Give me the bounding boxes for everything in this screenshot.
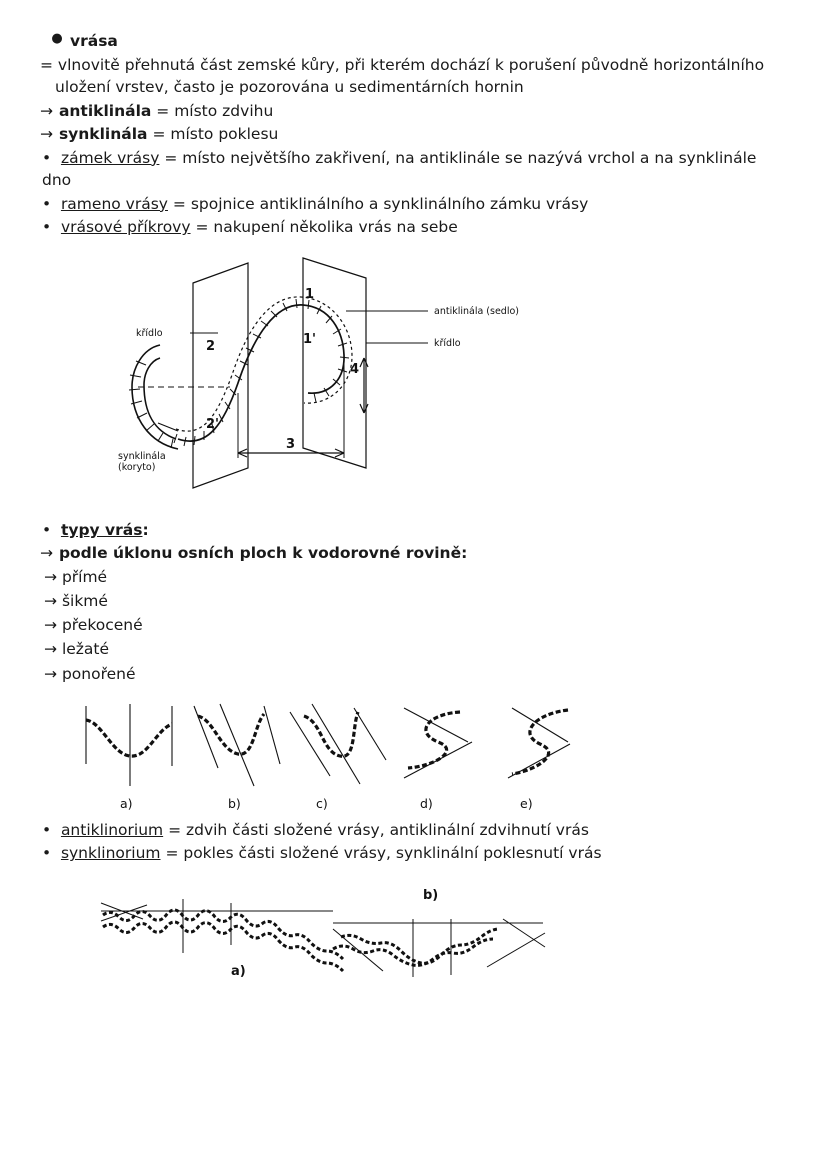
type-label-2: šikmé [61, 591, 108, 610]
label-number-4: 4 [350, 361, 360, 377]
point-antiklinorium [42, 819, 783, 841]
type-fig-label-c: c) [316, 795, 328, 811]
arrow-icon: → [40, 544, 53, 563]
desc-synklinorium: = pokles části složené vrásy, synklinální poklesnutí vrás [160, 844, 602, 863]
types-heading-term: typy vrás [60, 520, 143, 539]
bullet-icon: • [42, 820, 52, 839]
type-fig-label-a: a) [120, 795, 133, 811]
definition-paragraph [40, 54, 783, 99]
spacer [38, 508, 783, 518]
definition-line-2: uložení vrstev, často je pozorována u sedimentárních hornin [55, 78, 524, 97]
point-rameno-vrasy [42, 193, 783, 215]
label-antiklinala: antiklinála (sedlo) [434, 305, 519, 317]
definition-line-1: = vlnovitě přehnutá část zemské kůry, při kterém dochází k porušení původně horizontálního [40, 56, 765, 74]
bullet-icon: ● [51, 31, 63, 46]
types-heading [42, 519, 783, 541]
desc-zamek-vrasy: = místo největšího zakřivení, na antiklinále se nazývá vrchol a na synklinále dno [42, 148, 757, 190]
desc-rameno-vrasy: = spojnice antiklinálního a synklinálního zámku vrásy [167, 194, 589, 213]
desc-antiklinorium: = zdvih části složené vrásy, antiklinální zdvihnutí vrás [163, 820, 589, 839]
desc-vrasove-prikrovy: = nakupení několika vrás na sebe [190, 218, 458, 237]
type-label-3: překocené [61, 616, 143, 635]
term-antiklinala: antiklinála [58, 101, 152, 120]
figure-noria [83, 875, 783, 990]
label-number-1: 1 [305, 286, 315, 302]
type-item-1 [44, 566, 783, 589]
term-synklinorium: synklinorium [60, 844, 161, 863]
types-subheading [40, 542, 783, 564]
noria-svg [83, 875, 553, 990]
label-number-1p: 1' [303, 331, 317, 347]
arrow-icon: → [44, 567, 57, 586]
type-item-2 [44, 590, 783, 613]
point-zamek-vrasy [42, 147, 783, 192]
arrow-icon: → [44, 591, 57, 610]
type-item-4 [44, 638, 783, 661]
arrow-icon: → [44, 664, 57, 683]
type-label-4: ležaté [61, 640, 110, 659]
point-synklinorium [42, 842, 783, 864]
label-kridlo-left: křídlo [136, 327, 163, 339]
term-vrasove-prikrovy: vrásové příkrovy [60, 218, 191, 237]
desc-antiklinala: = místo zdvihu [151, 101, 274, 120]
bullet-icon: • [42, 520, 52, 539]
term-synklinala: synklinála [58, 125, 148, 144]
noria-label-b: b) [423, 887, 439, 903]
page-title: vrása [70, 32, 118, 50]
label-synklinala-line1: synklinála [118, 450, 166, 462]
point-vrasove-prikrovy [42, 216, 783, 238]
types-heading-rest: : [142, 520, 149, 539]
fold-diagram-svg [98, 253, 558, 508]
label-number-2: 2 [206, 338, 216, 354]
point-antiklinala [40, 100, 783, 122]
point-synklinala [40, 123, 783, 145]
label-number-2p: 2' [206, 416, 220, 432]
fold-types-svg [68, 698, 588, 818]
arrow-icon: → [44, 640, 57, 659]
type-fig-label-b: b) [228, 795, 241, 811]
figure-fold-types [68, 698, 783, 818]
heading-row [38, 30, 783, 52]
type-fig-label-d: d) [420, 795, 433, 811]
arrow-icon: → [44, 616, 57, 635]
bullet-icon: • [42, 218, 52, 237]
label-kridlo-right: křídlo [434, 337, 461, 349]
type-label-5: ponořené [61, 664, 136, 683]
term-rameno-vrasy: rameno vrásy [60, 194, 168, 213]
noria-label-a: a) [231, 963, 246, 979]
type-label-1: přímé [61, 567, 108, 586]
label-number-3: 3 [286, 436, 296, 452]
figure-fold-diagram [98, 253, 783, 508]
types-subheading-text: podle úklonu osních ploch k vodorovné rovině: [58, 544, 468, 563]
type-fig-label-e: e) [520, 795, 533, 811]
arrow-icon: → [40, 101, 53, 120]
bullet-icon: • [42, 148, 52, 167]
term-antiklinorium: antiklinorium [60, 820, 164, 839]
bullet-icon: • [42, 194, 52, 213]
arrow-icon: → [40, 125, 53, 144]
desc-synklinala: = místo poklesu [147, 125, 279, 144]
label-synklinala-line2: (koryto) [118, 461, 156, 473]
term-zamek-vrasy: zámek vrásy [60, 148, 160, 167]
type-item-3 [44, 614, 783, 637]
type-item-5 [44, 663, 783, 686]
bullet-icon: • [42, 844, 52, 863]
